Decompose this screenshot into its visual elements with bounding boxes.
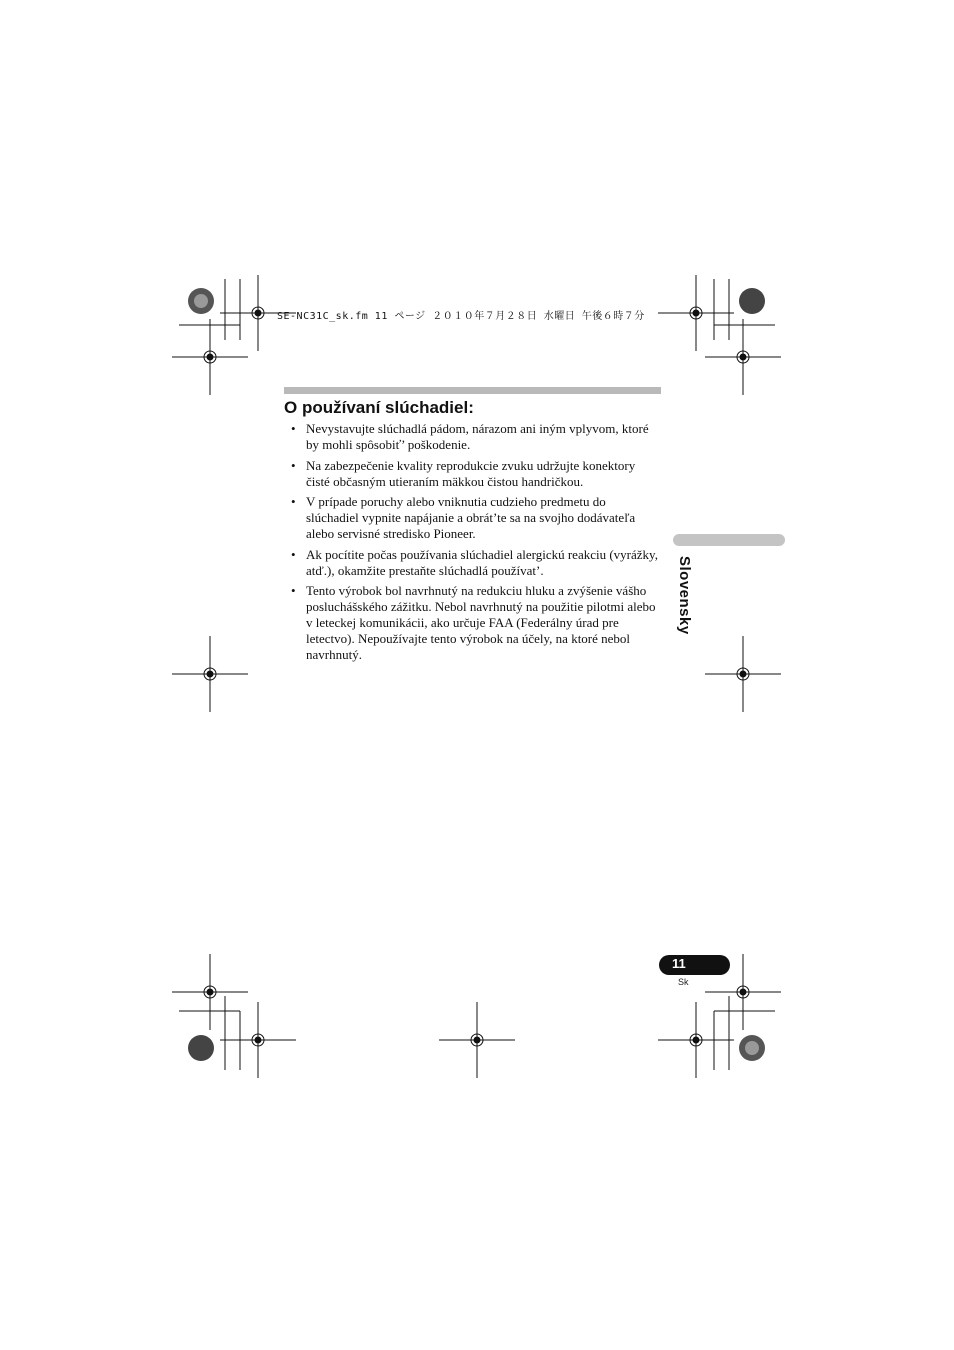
list-item	[289, 583, 661, 663]
list-item	[289, 421, 661, 453]
list-item	[289, 458, 661, 490]
bullet-icon: •	[291, 494, 296, 509]
bullet-icon: •	[291, 546, 296, 562]
language-tab-label: Slovensky	[676, 556, 693, 635]
bullet-text: Nevystavujte slúchadlá pádom, nárazom ani iným vplyvom, ktoré by mohli spôsobiť’ poškodenie.	[306, 421, 649, 452]
bullet-text: Ak pocítite počas používania slúchadiel alergickú reakciu (vyrážky, atď.), okamžite prestaňte slúchadlá používat’.	[306, 546, 658, 578]
language-tab-bar	[673, 534, 785, 546]
bullet-icon: •	[291, 583, 296, 598]
print-header-line: SE-NC31C_sk.fm 11 ページ ２０１０年７月２８日 水曜日 午後６時７分	[277, 311, 645, 322]
bullet-text: Na zabezpečenie kvality reprodukcie zvuku udržujte konektory čisté občasným utieraním mäkkou čistou handričkou.	[306, 457, 636, 489]
page-number: 11	[672, 956, 686, 971]
section-title: O používaní slúchadiel:	[284, 398, 474, 417]
bullet-icon: •	[291, 457, 296, 473]
bullet-icon: •	[291, 421, 296, 436]
page-language-code: Sk	[678, 977, 689, 987]
section-rule	[284, 387, 661, 394]
page-number-badge	[659, 955, 730, 975]
bullet-list	[289, 421, 661, 668]
registration-disc-icon	[739, 288, 765, 314]
list-item	[289, 494, 661, 542]
bullet-text: Tento výrobok bol navrhnutý na redukciu hluku a zvýšenie vášho posluchášského zážitku. Nebol navrhnutý na použitie pilotmi alebo v leteckej komunikácii, ako určuje FAA (Federálny úrad pre letectvo). Nepoužívajte tento výrobok na účely, na ktoré nebol navrhnutý.	[306, 583, 656, 662]
list-item	[289, 547, 661, 579]
registration-disc-icon	[188, 1035, 214, 1061]
bullet-text: V prípade poruchy alebo vniknutia cudzieho predmetu do slúchadiel vypnite napájanie a obrát’te sa na svojho dodávateľa alebo servisné stredisko Pioneer.	[306, 494, 636, 541]
